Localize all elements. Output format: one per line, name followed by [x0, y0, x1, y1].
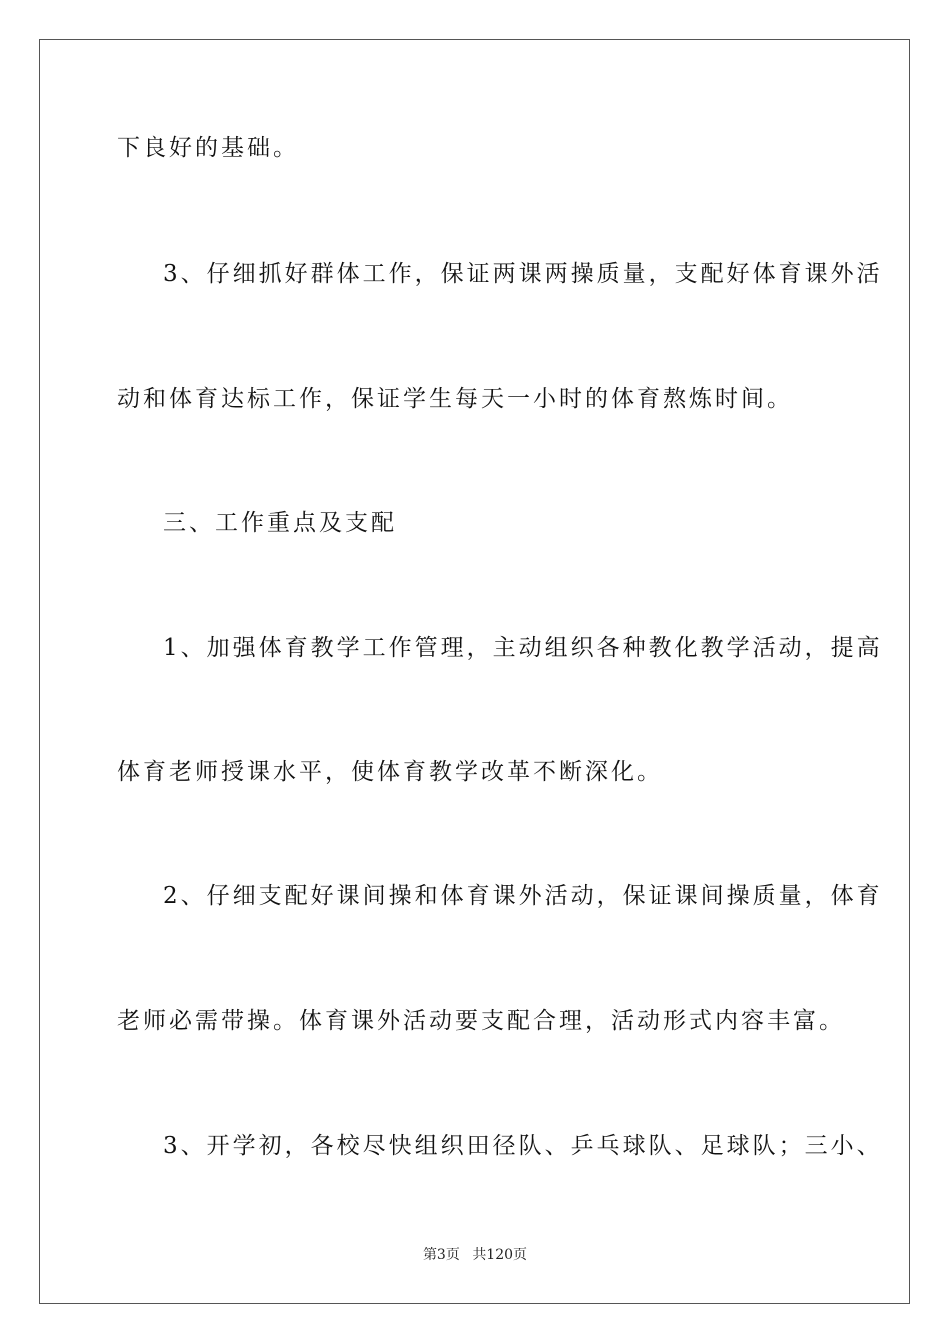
body-text-line-2: 3、仔细抓好群体工作，保证两课两操质量，支配好体育课外活: [163, 261, 883, 287]
body-text-line-8: 老师必需带操。体育课外活动要支配合理，活动形式内容丰富。: [117, 1008, 845, 1034]
body-text-line-9: 3、开学初，各校尽快组织田径队、乒乓球队、足球队；三小、: [163, 1133, 883, 1159]
page-border: [39, 39, 910, 1304]
section-heading: 三、工作重点及支配: [163, 510, 397, 536]
body-text-line-7: 2、仔细支配好课间操和体育课外活动，保证课间操质量，体育: [163, 883, 883, 909]
page-number: 第3页: [422, 1247, 460, 1263]
page-footer: [0, 1246, 950, 1264]
body-text-line-3: 动和体育达标工作，保证学生每天一小时的体育熬炼时间。: [117, 386, 793, 412]
total-pages: 共120页: [472, 1247, 528, 1263]
body-text-line-5: 1、加强体育教学工作管理，主动组织各种教化教学活动，提高: [163, 635, 883, 661]
body-text-line-6: 体育老师授课水平，使体育教学改革不断深化。: [117, 759, 663, 785]
body-text-line-1: 下良好的基础。: [117, 135, 299, 161]
